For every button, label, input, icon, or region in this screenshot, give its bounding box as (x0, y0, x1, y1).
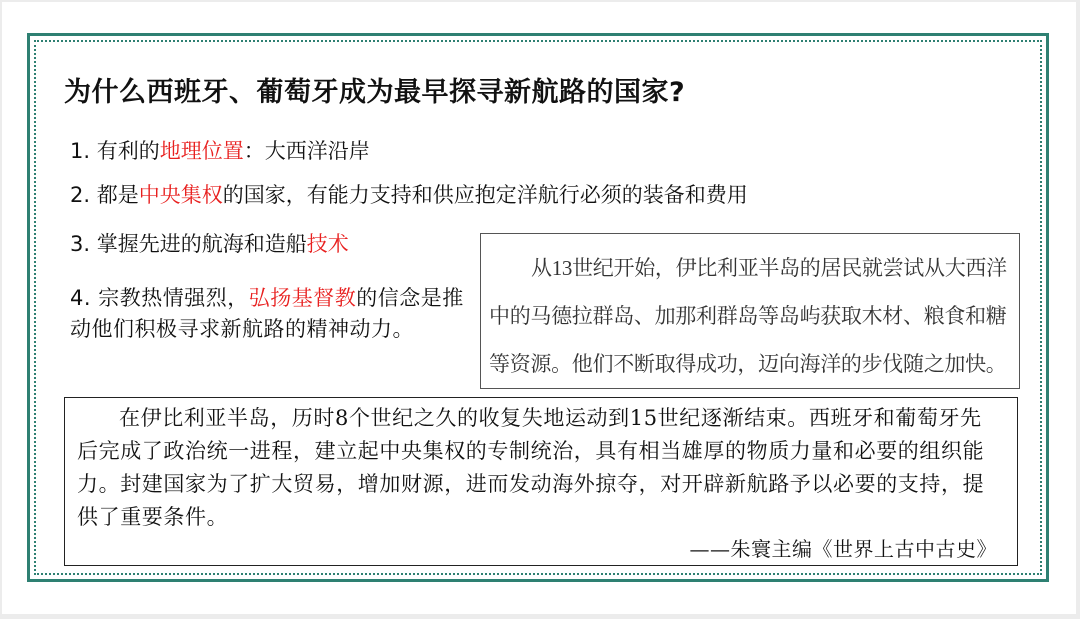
reason-text: 宗教热情强烈， (91, 286, 249, 310)
reason-number: 3. (70, 232, 91, 256)
reason-highlight: 地理位置 (159, 139, 244, 163)
quote-text: 从13世纪开始，伊比利亚半岛的居民就尝试从大西洋中的马德拉群岛、加那利群岛等岛屿获取木材、粮食和糖等资源。他们不断取得成功，迈向海洋的步伐随之加快。 (489, 256, 1007, 376)
reason-text: 掌握先进的航海和造船 (90, 232, 307, 256)
reason-text: 都是 (90, 183, 139, 207)
reason-number: 4. (70, 286, 92, 310)
reason-highlight: 技术 (306, 232, 349, 256)
reason-text: 的国家，有能力支持和供应抱定洋航行必须的装备和费用 (222, 183, 748, 207)
reason-number: 2. (70, 183, 91, 207)
source-text: 在伊比利亚半岛，历时8个世纪之久的收复失地运动到15世纪逐渐结束。西班牙和葡萄牙先后完成了政治统一进程，建立起中央集权的专制统治，具有相当雄厚的物质力量和必要的组织能力。封建国家为了扩大贸易，增加财源，进而发动海外掠夺，对开辟新航路予以必要的支持，提供了重要条件。 (77, 406, 985, 529)
reason-4 (70, 283, 465, 345)
reason-text: 有利的 (90, 139, 160, 163)
reason-number: 1. (70, 139, 91, 163)
reason-text: 的信念是推动他们积极寻求新航路的精神动力。 (70, 286, 464, 341)
source-citation: ——朱寰主编《世界上古中古史》 (689, 537, 997, 561)
slide-title: 为什么西班牙、葡萄牙成为最早探寻新航路的国家? (64, 77, 686, 108)
source-box (64, 397, 1018, 566)
reason-highlight: 中央集权 (138, 183, 223, 207)
reason-text: ：大西洋沿岸 (243, 139, 370, 163)
reason-2 (70, 180, 748, 211)
reason-highlight: 弘扬基督教 (248, 286, 357, 310)
reason-1 (70, 136, 370, 167)
reason-3 (70, 229, 349, 260)
quote-box (480, 233, 1020, 389)
